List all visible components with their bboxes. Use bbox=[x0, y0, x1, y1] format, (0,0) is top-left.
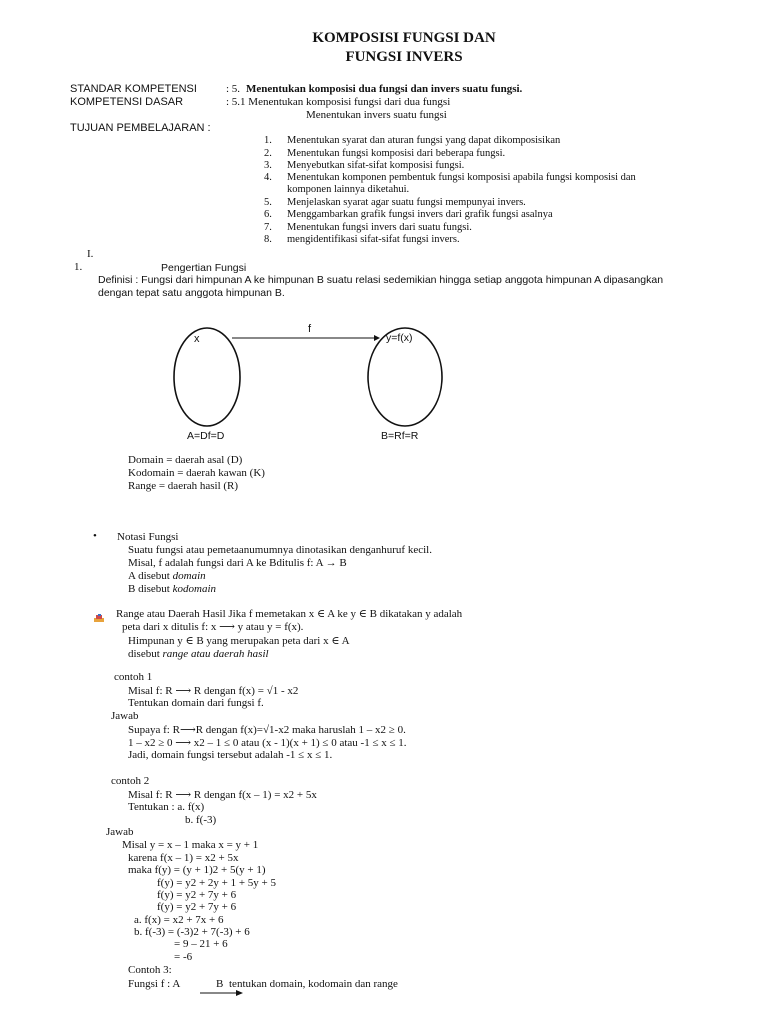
contoh1-line5: Jadi, domain fungsi tersebut adalah -1 ≤ x ≤ 1. bbox=[128, 749, 333, 761]
page-title-line2: FUNGSI INVERS bbox=[345, 49, 463, 65]
contoh1-title: contoh 1 bbox=[114, 671, 153, 683]
contoh3-line1c: tentukan domain, kodomain dan range bbox=[229, 978, 398, 990]
section-number: 1. bbox=[74, 261, 83, 273]
mapping-arrow-head bbox=[374, 335, 380, 341]
definition-line1: Definisi : Fungsi dari himpunan A ke himpunan B suatu relasi sedemikian hingga setiap anggota himpunan A dipasangkan bbox=[98, 274, 664, 286]
goal-number: 8. bbox=[264, 234, 272, 245]
contoh2-line3: b. f(-3) bbox=[185, 814, 217, 826]
kd-value: : 5.1 Menentukan komposisi fungsi dari dua fungsi bbox=[226, 96, 451, 108]
contoh2-line4: Misal y = x – 1 maka x = y + 1 bbox=[122, 839, 259, 851]
contoh2-line1: Misal f: R ⟶ R dengan f(x – 1) = x2 + 5x bbox=[128, 789, 317, 801]
diagram-y-label: y=f(x) bbox=[386, 332, 413, 344]
sk-value: Menentukan komposisi dua fungsi dan invers suatu fungsi. bbox=[246, 83, 523, 95]
contoh2-jawab: Jawab bbox=[106, 826, 134, 838]
section-roman: I. bbox=[87, 248, 94, 260]
contoh2-line9: f(y) = y2 + 7y + 6 bbox=[157, 901, 237, 913]
domain-def: Domain = daerah asal (D) bbox=[128, 454, 243, 466]
contoh2-line6: maka f(y) = (y + 1)2 + 5(y + 1) bbox=[128, 864, 266, 876]
range-line4: disebut range atau daerah hasil bbox=[128, 648, 269, 660]
notasi-line4: B disebut kodomain bbox=[128, 583, 217, 595]
contoh2-line13: = -6 bbox=[174, 951, 193, 963]
contoh2-line10: a. f(x) = x2 + 7x + 6 bbox=[134, 914, 224, 926]
contoh2-line12: = 9 – 21 + 6 bbox=[174, 938, 228, 950]
range-bullet-icon bbox=[94, 609, 104, 617]
goal-text: komponen lainnya diketahui. bbox=[287, 184, 410, 195]
diagram-b-caption: B=Rf=R bbox=[381, 430, 419, 442]
range-line3: Himpunan y ∈ B yang merupakan peta dari x ∈ A bbox=[128, 635, 350, 647]
goal-text: Menentukan fungsi komposisi dari beberapa fungsi. bbox=[287, 148, 506, 159]
goal-text: Menyebutkan sifat-sifat komposisi fungsi. bbox=[287, 160, 465, 171]
contoh2-title: contoh 2 bbox=[111, 775, 150, 787]
contoh2-line5: karena f(x – 1) = x2 + 5x bbox=[128, 852, 239, 864]
contoh3-title: Contoh 3: bbox=[128, 964, 172, 976]
goal-text: mengidentifikasi sifat-sifat fungsi invers. bbox=[287, 234, 460, 245]
domain-ellipse bbox=[174, 328, 240, 426]
goal-text: Menjelaskan syarat agar suatu fungsi mempunyai invers. bbox=[287, 197, 526, 208]
contoh1-jawab: Jawab bbox=[111, 710, 139, 722]
kd-label: KOMPETENSI DASAR bbox=[70, 96, 184, 108]
sk-label: STANDAR KOMPETENSI bbox=[70, 83, 197, 95]
diagram-f-label: f bbox=[308, 323, 312, 335]
goal-text: Menggambarkan grafik fungsi invers dari grafik fungsi asalnya bbox=[287, 209, 553, 220]
goal-number: 5. bbox=[264, 197, 272, 208]
definition-line2: dengan tepat satu anggota himpunan B. bbox=[98, 287, 285, 299]
goal-number: 1. bbox=[264, 135, 272, 146]
contoh1-line2: Tentukan domain dari fungsi f. bbox=[128, 697, 264, 709]
notasi-line3: A disebut domain bbox=[128, 570, 206, 582]
contoh2-line11: b. f(-3) = (-3)2 + 7(-3) + 6 bbox=[134, 926, 250, 938]
goal-number: 2. bbox=[264, 148, 272, 159]
diagram-x-label: x bbox=[194, 333, 200, 345]
goal-number: 3. bbox=[264, 160, 272, 171]
contoh1-line4: 1 – x2 ≥ 0 ⟶ x2 – 1 ≤ 0 atau (x - 1)(x + 1) ≤ 0 atau -1 ≤ x ≤ 1. bbox=[128, 737, 407, 749]
contoh2-line8: f(y) = y2 + 7y + 6 bbox=[157, 889, 237, 901]
goal-text: Menentukan fungsi invers dari suatu fungsi. bbox=[287, 222, 472, 233]
kd-value-2: Menentukan invers suatu fungsi bbox=[306, 109, 447, 121]
sk-number: : 5. bbox=[226, 83, 241, 95]
contoh3-line1b: B bbox=[216, 978, 224, 990]
contoh3-line1a: Fungsi f : A bbox=[128, 978, 181, 990]
section-heading: Pengertian Fungsi bbox=[161, 262, 247, 274]
contoh2-line2: Tentukan : a. f(x) bbox=[128, 801, 205, 813]
bullet-icon: • bbox=[93, 530, 97, 542]
range-line2: peta dari x ditulis f: x ⟶ y atau y = f(x). bbox=[122, 621, 304, 633]
page-title-line1: KOMPOSISI FUNGSI DAN bbox=[312, 30, 496, 46]
goal-text: Menentukan komponen pembentuk fungsi komposisi apabila fungsi komposisi dan bbox=[287, 172, 636, 183]
notasi-line2: Misal, f adalah fungsi dari A ke Bditulis f: A → B bbox=[128, 557, 347, 569]
goal-number: 6. bbox=[264, 209, 272, 220]
range-def: Range = daerah hasil (R) bbox=[128, 480, 239, 492]
kodomain-def: Kodomain = daerah kawan (K) bbox=[128, 467, 265, 479]
contoh1-line3: Supaya f: R⟶R dengan f(x)=√1-x2 maka haruslah 1 – x2 ≥ 0. bbox=[128, 724, 406, 736]
goal-number: 4. bbox=[264, 172, 272, 183]
contoh2-line7: f(y) = y2 + 2y + 1 + 5y + 5 bbox=[157, 877, 277, 889]
range-line1: Range atau Daerah Hasil Jika f memetakan x ∈ A ke y ∈ B dikatakan y adalah bbox=[116, 608, 463, 620]
contoh1-line1: Misal f: R ⟶ R dengan f(x) = √1 - x2 bbox=[128, 685, 299, 697]
tp-label: TUJUAN PEMBELAJARAN : bbox=[70, 122, 211, 134]
goal-number: 7. bbox=[264, 222, 272, 233]
goal-text: Menentukan syarat dan aturan fungsi yang dapat dikomposisikan bbox=[287, 135, 561, 146]
notasi-heading: Notasi Fungsi bbox=[117, 531, 179, 543]
notasi-line1: Suatu fungsi atau pemetaanumumnya dinotasikan denganhuruf kecil. bbox=[128, 544, 432, 556]
diagram-a-caption: A=Df=D bbox=[187, 430, 225, 442]
